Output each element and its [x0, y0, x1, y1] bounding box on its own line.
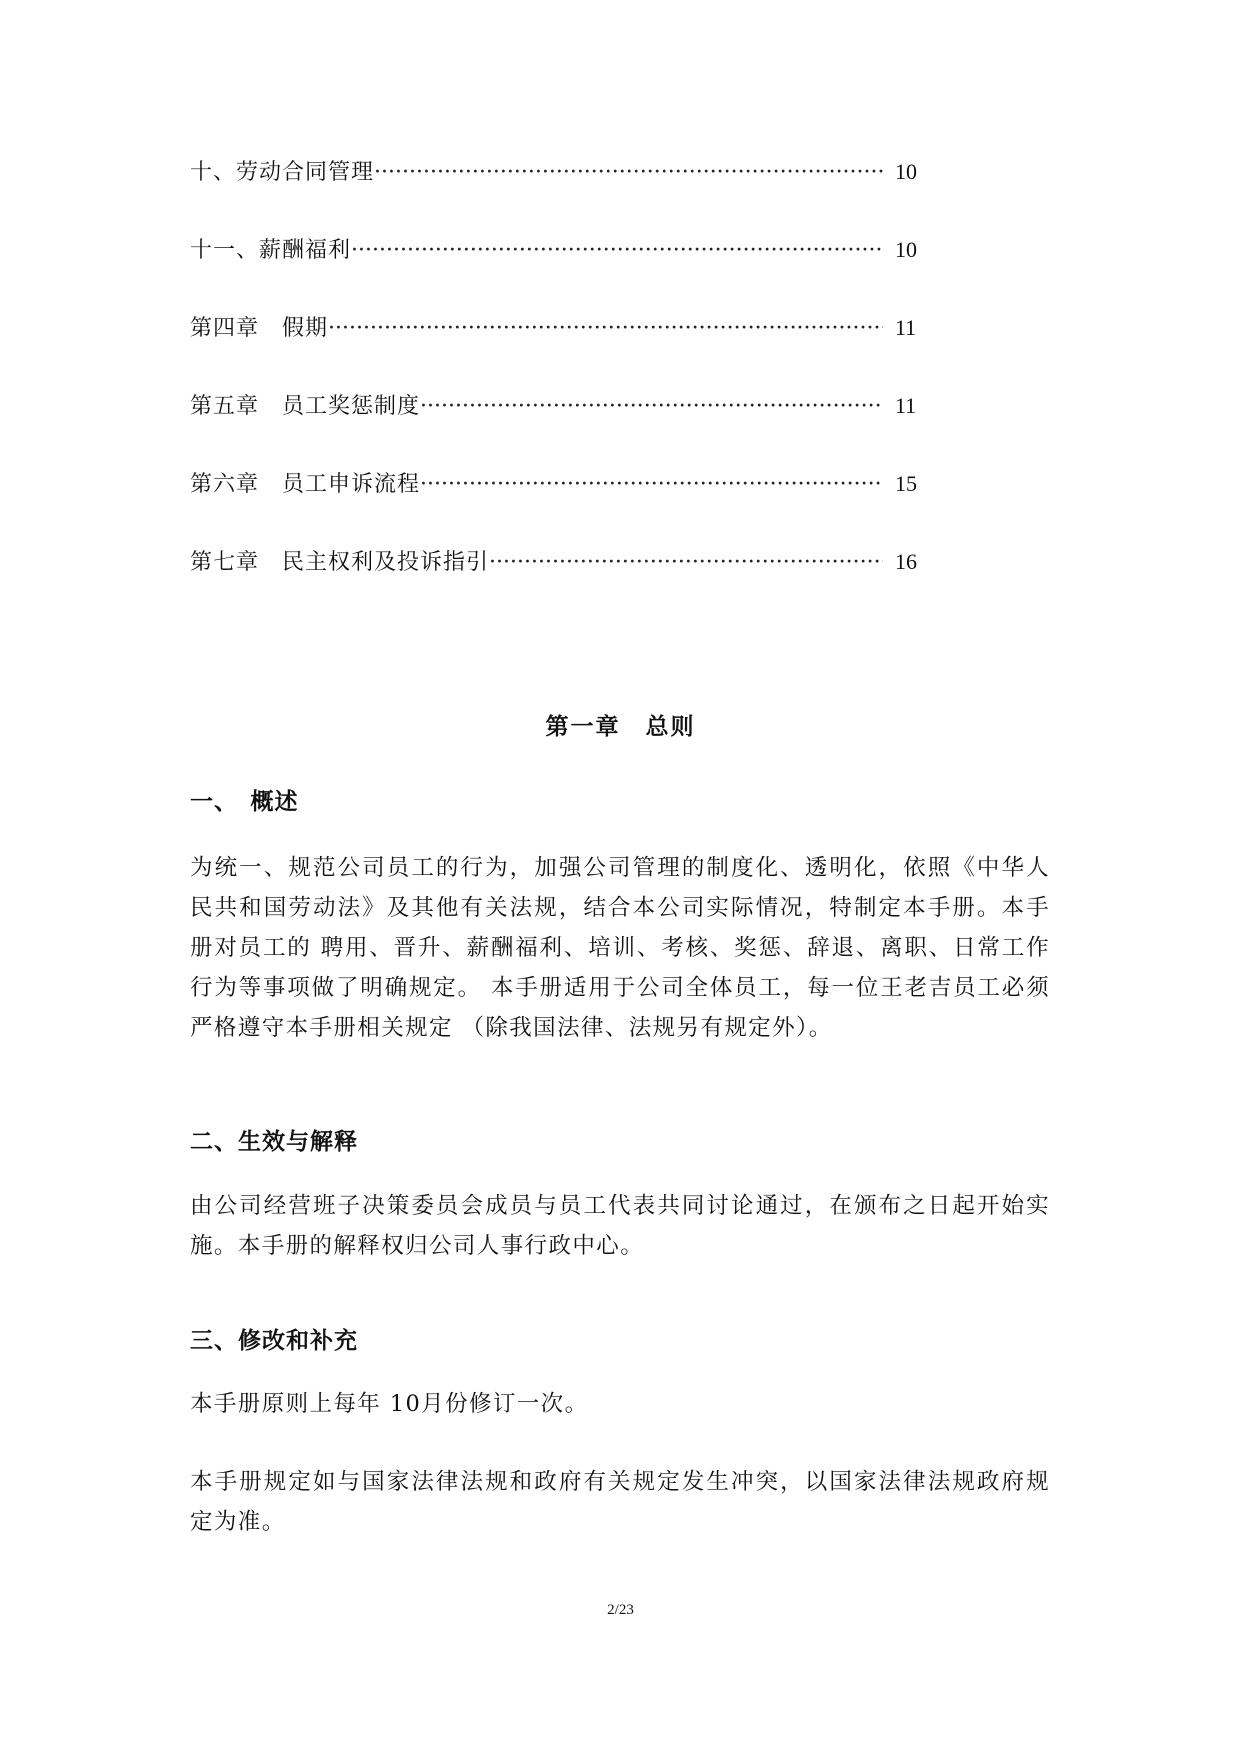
toc-entry-title: 十一、薪酬福利 — [190, 238, 352, 263]
paragraph-overview: 为统一、规范公司员工的行为，加强公司管理的制度化、透明化，依照《中华人民共和国劳动法》及其他有关法规，结合本公司实际情况，特制定本手册。本手册对员工的 聘用、晋升、薪酬福利、培训、考核、奖惩、辞退、离职、日常工作行为等事项做了明确规定。 本手册适用于公司全体员工，每一位王老吉员工必须严格遵守本手册相关规定 （除我国法律、法规另有规定外）。 — [190, 855, 1050, 1041]
toc-entry[interactable] — [190, 233, 935, 311]
toc-entry-page: 11 — [895, 315, 917, 340]
toc-entry-page: 16 — [895, 549, 917, 574]
toc-entry[interactable] — [190, 545, 935, 623]
toc-leader-dots — [420, 394, 883, 419]
section-heading-overview: 一、 概述 — [190, 788, 299, 815]
toc-leader-dots — [374, 160, 883, 185]
toc-entry[interactable] — [190, 155, 935, 233]
toc-entry[interactable] — [190, 389, 935, 467]
section-heading-effect: 二、生效与解释 — [190, 1128, 358, 1155]
toc-entry-title: 第七章 民主权利及投诉指引 — [190, 550, 490, 575]
toc-entry-title: 十、劳动合同管理 — [190, 160, 375, 185]
toc-entry-page: 15 — [895, 471, 917, 496]
toc-entry-page: 10 — [895, 159, 917, 184]
toc-leader-dots — [328, 316, 883, 341]
toc-leader-dots — [420, 472, 883, 497]
toc-entry-page: 11 — [895, 393, 917, 418]
paragraph-effect: 由公司经营班子决策委员会成员与员工代表共同讨论通过，在颁布之日起开始实施。本手册的解释权归公司人事行政中心。 — [190, 1193, 1050, 1259]
page-number: 2/23 — [607, 1602, 634, 1618]
toc-leader-dots — [351, 238, 883, 263]
toc-entry-title: 第六章 员工申诉流程 — [190, 472, 421, 497]
toc-entry-page: 10 — [895, 237, 917, 262]
paragraph-revision-conflict: 本手册规定如与国家法律法规和政府有关规定发生冲突，以国家法律法规政府规定为准。 — [190, 1469, 1050, 1535]
toc-leader-dots — [489, 550, 883, 575]
section-heading-revision: 三、修改和补充 — [190, 1327, 358, 1354]
table-of-contents — [190, 155, 935, 623]
chapter-title: 第一章 总则 — [545, 713, 696, 740]
toc-entry-title: 第五章 员工奖惩制度 — [190, 394, 421, 419]
paragraph-revision-schedule: 本手册原则上每年 10月份修订一次。 — [190, 1391, 589, 1417]
toc-entry-title: 第四章 假期 — [190, 316, 329, 341]
toc-entry[interactable] — [190, 467, 935, 545]
toc-entry[interactable] — [190, 311, 935, 389]
